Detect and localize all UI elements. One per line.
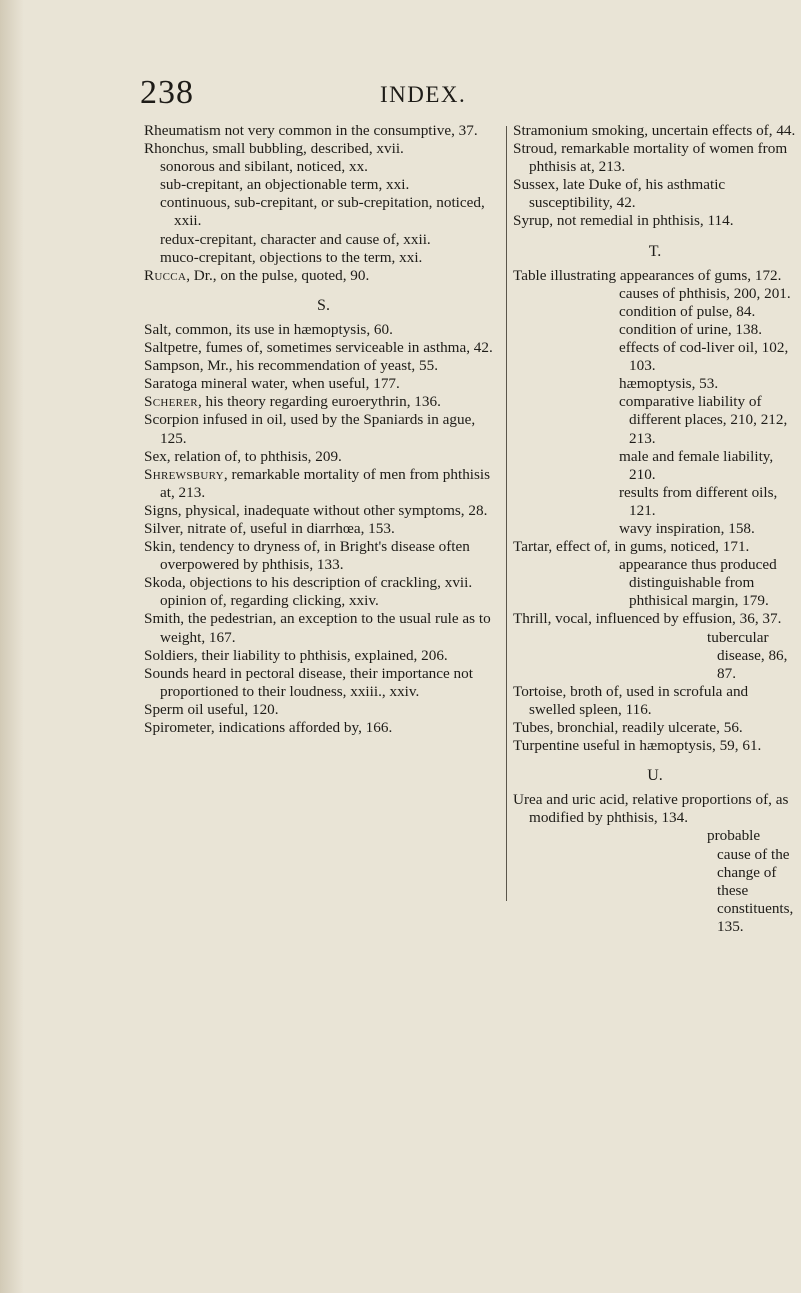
index-subentry: hæmoptysis, 53. (619, 375, 719, 393)
index-entry: Sperm oil useful, 120. (144, 700, 279, 718)
index-entry: Saratoga mineral water, when useful, 177. (144, 375, 400, 393)
section-letter-s: S. (317, 296, 330, 314)
index-subentry: continuous, sub-crepitant, or sub-crepitation, noticed, xxii. (160, 194, 485, 230)
index-entry: Soldiers, their liability to phthisis, explained, 206. (144, 646, 448, 664)
index-entry: Rhonchus, small bubbling, described, xvii. (144, 140, 404, 158)
index-entry: Shrewsbury, remarkable mortality of men from phthisis at, 213. (144, 465, 491, 501)
index-entry: Thrill, vocal, influenced by effusion, 36, 37. (513, 610, 782, 628)
page-header (0, 74, 801, 114)
running-head: INDEX. (380, 82, 467, 107)
index-subentry: effects of cod-liver oil, 102, 103. (619, 339, 789, 375)
index-entry: Sex, relation of, to phthisis, 209. (144, 447, 342, 465)
index-subentry: appearance thus produced distinguishable from phthisical margin, 179. (619, 556, 777, 610)
index-subentry: comparative liability of different places, 210, 212, 213. (619, 393, 788, 447)
index-entry: Salt, common, its use in hæmoptysis, 60. (144, 320, 393, 338)
index-entry: Saltpetre, fumes of, sometimes serviceable in asthma, 42. (144, 339, 493, 357)
index-entry: Scorpion infused in oil, used by the Spaniards in ague, 125. (144, 411, 476, 447)
index-entry: Silver, nitrate of, useful in diarrhœa, 153. (144, 519, 395, 537)
index-entry: Tartar, effect of, in gums, noticed, 171. (513, 538, 750, 556)
index-entry: Rucca, Dr., on the pulse, quoted, 90. (144, 266, 370, 284)
index-subentry: male and female liability, 210. (619, 447, 774, 483)
index-entry: Table illustrating appearances of gums, 172. (513, 266, 782, 284)
index-subentry: probable cause of the change of these constituents, 135. (707, 827, 794, 935)
index-subentry: condition of pulse, 84. (619, 302, 756, 320)
index-entry: Signs, physical, inadequate without other symptoms, 28. (144, 501, 488, 519)
section-letter-u: U. (647, 767, 663, 785)
section-letter-t: T. (648, 242, 662, 260)
index-subentry: redux-crepitant, character and cause of, xxii. (160, 230, 431, 248)
index-entry: Sussex, late Duke of, his asthmatic susceptibility, 42. (513, 176, 726, 212)
column-divider (506, 126, 507, 901)
index-entry: Stramonium smoking, uncertain effects of, 44. (513, 122, 796, 139)
index-subentry: results from different oils, 121. (619, 483, 778, 519)
index-entry: Tubes, bronchial, readily ulcerate, 56. (513, 719, 743, 736)
left-column (144, 122, 503, 737)
page-number: 238 (140, 74, 194, 111)
index-entry: Urea and uric acid, relative proportions of, as modified by phthisis, 134. (513, 791, 789, 827)
index-entry: Scherer, his theory regarding euroerythrin, 136. (144, 393, 441, 411)
index-entry: Turpentine useful in hæmoptysis, 59, 61. (513, 737, 762, 755)
index-entry: Tortoise, broth of, used in scrofula and swelled spleen, 116. (513, 682, 749, 718)
index-subentry: sub-crepitant, an objectionable term, xxi. (160, 176, 410, 194)
index-subentry: wavy inspiration, 158. (619, 519, 755, 537)
index-subentry: condition of urine, 138. (619, 320, 762, 338)
page-edge-shade (0, 0, 24, 1293)
right-column (513, 122, 797, 936)
index-entry: Smith, the pedestrian, an exception to the usual rule as to weight, 167. (144, 610, 491, 646)
index-entry: Rheumatism not very common in the consumptive, 37. (144, 122, 478, 139)
index-subentry: tubercular disease, 86, 87. (707, 628, 788, 682)
index-entry: Sounds heard in pectoral disease, their importance not proportioned to their loudness, xxiii., xxiv. (144, 664, 473, 700)
index-entry: Skoda, objections to his description of crackling, xvii. (144, 574, 473, 592)
index-subentry: opinion of, regarding clicking, xxiv. (160, 592, 379, 610)
index-entry: Spirometer, indications afforded by, 166. (144, 719, 393, 736)
index-entry: Skin, tendency to dryness of, in Bright's disease often overpowered by phthisis, 133. (144, 538, 470, 574)
index-entry: Sampson, Mr., his recommendation of yeast, 55. (144, 357, 439, 375)
index-entry: Syrup, not remedial in phthisis, 114. (513, 212, 734, 230)
index-subentry: muco-crepitant, objections to the term, xxi. (160, 248, 423, 266)
index-subentry: sonorous and sibilant, noticed, xx. (160, 158, 368, 176)
index-subentry: causes of phthisis, 200, 201. (619, 284, 791, 302)
index-entry: Stroud, remarkable mortality of women from phthisis at, 213. (513, 140, 788, 176)
